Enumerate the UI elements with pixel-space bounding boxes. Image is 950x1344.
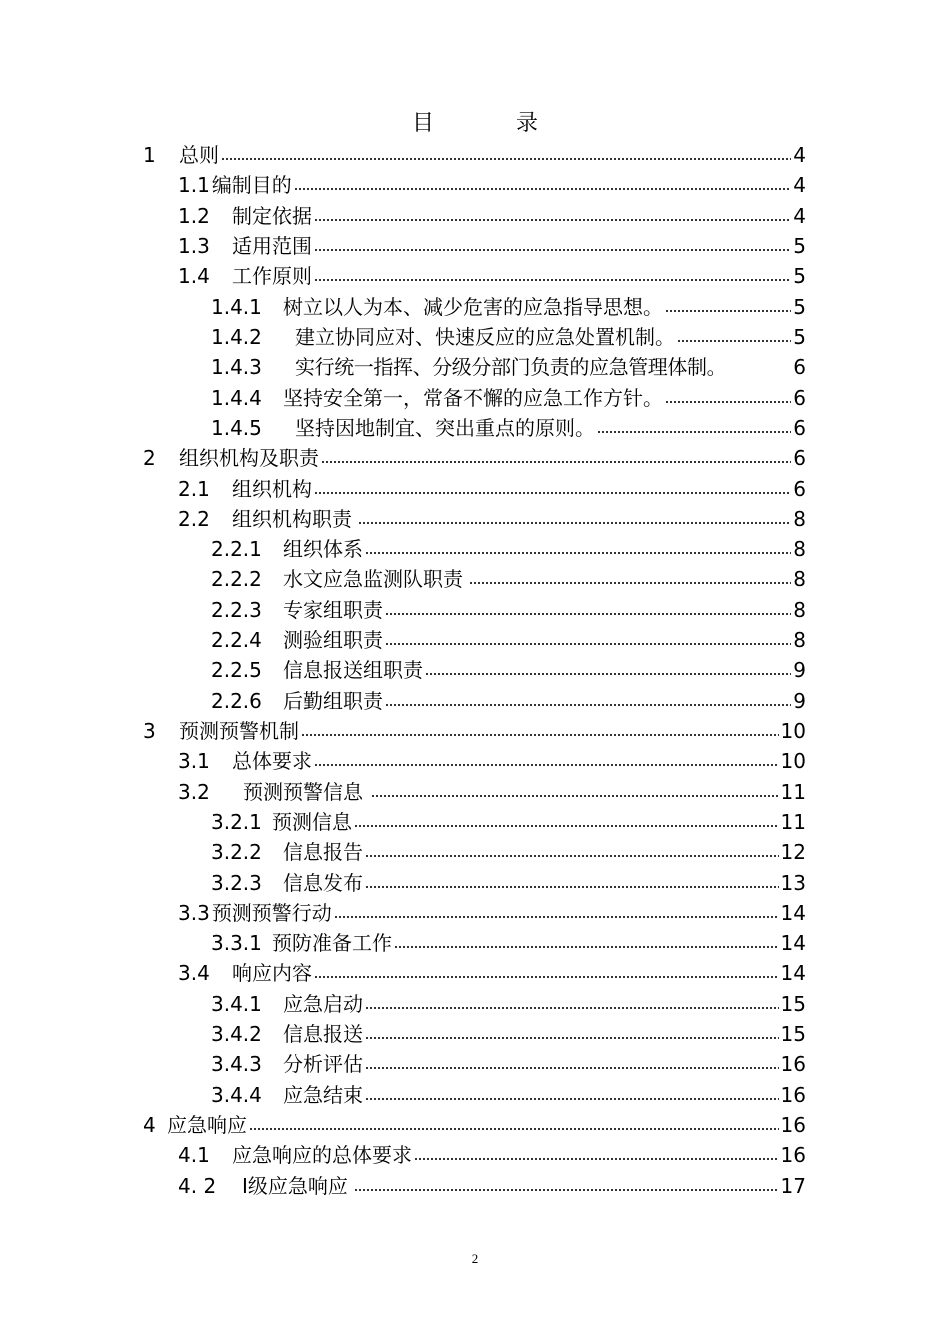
dot-leader	[221, 157, 791, 161]
toc-entry[interactable]	[178, 259, 806, 289]
toc-entry-page: 8	[793, 507, 806, 531]
toc-entry[interactable]	[178, 502, 806, 532]
toc-entry-text: 组织机构职责	[232, 507, 352, 531]
toc-entry-number: 2	[143, 446, 156, 470]
toc-entry-page: 12	[780, 840, 806, 864]
toc-entry-page: 6	[793, 416, 806, 440]
toc-entry-text: 建立协同应对、快速反应的应急处置机制。	[295, 325, 675, 349]
toc-entry-number: 4. 2	[178, 1174, 217, 1198]
dot-leader	[334, 915, 779, 919]
toc-entry-text: 工作原则	[232, 264, 312, 288]
dot-leader	[314, 491, 791, 495]
toc-entry-page: 6	[793, 446, 806, 470]
toc-entry-text: 预测预警机制	[179, 719, 299, 743]
toc-entry[interactable]	[211, 290, 806, 320]
dot-leader	[314, 218, 791, 222]
toc-entry-text: 预测信息	[272, 810, 352, 834]
toc-entry-text: 应急结束	[283, 1083, 363, 1107]
toc-entry-page: 6	[793, 355, 806, 379]
toc-entry-number: 3.3.1	[211, 931, 262, 955]
toc-entry-number: 1.2	[178, 204, 210, 228]
toc-entry-text: 编制目的	[211, 173, 292, 197]
toc-entry-number: 3.2.2	[211, 840, 262, 864]
toc-entry-page: 14	[780, 901, 806, 925]
dot-leader	[249, 1127, 779, 1131]
dot-leader	[314, 278, 791, 282]
toc-entry-number: 3.3	[178, 901, 210, 925]
toc-entry-page: 16	[780, 1113, 806, 1137]
toc-entry-page: 5	[793, 264, 806, 288]
toc-entry-page: 16	[780, 1143, 806, 1167]
toc-entry-text: 组织体系	[283, 537, 363, 561]
dot-leader	[394, 945, 779, 949]
toc-entry-number: 1.4.4	[211, 386, 262, 410]
toc-entry[interactable]	[143, 138, 806, 168]
toc-entry[interactable]	[211, 684, 806, 714]
toc-entry-text: 坚持安全第一，常备不懈的应急工作方针。	[283, 386, 663, 410]
toc-entry-text: 预防准备工作	[272, 931, 392, 955]
toc-entry[interactable]	[211, 381, 806, 411]
toc-entry-number: 1.4.5	[211, 416, 262, 440]
toc-entry[interactable]	[211, 987, 806, 1017]
toc-entry[interactable]	[178, 229, 806, 259]
toc-entry-text: 预测预警行动	[211, 901, 332, 925]
toc-entry-number: 1.4.1	[211, 295, 262, 319]
toc-entry-number: 3.2.1	[211, 810, 262, 834]
toc-entry-text: 应急启动	[283, 992, 363, 1016]
toc-entry-text: 响应内容	[232, 961, 312, 985]
toc-entry[interactable]	[211, 835, 806, 865]
toc-entry[interactable]	[211, 593, 806, 623]
toc-entry-text: 分析评估	[283, 1052, 363, 1076]
toc-entry[interactable]	[178, 744, 806, 774]
toc-title-char-2: 录	[516, 111, 539, 136]
toc-entry-number: 2.2.1	[211, 537, 262, 561]
toc-entry[interactable]	[178, 168, 806, 198]
toc-entry-number: 2.2.6	[211, 689, 262, 713]
toc-entry-page: 8	[793, 628, 806, 652]
toc-entry-text: 应急响应	[167, 1113, 247, 1137]
toc-entry-text: 树立以人为本、减少危害的应急指导思想。	[283, 295, 663, 319]
toc-entry[interactable]	[178, 1138, 806, 1168]
toc-entry[interactable]	[143, 1108, 806, 1138]
toc-entry-number: 3.4.1	[211, 992, 262, 1016]
toc-entry-number: 1	[143, 143, 156, 167]
dot-leader	[354, 824, 779, 828]
toc-entry-page: 6	[793, 386, 806, 410]
dot-leader	[425, 672, 791, 676]
toc-entry-page: 10	[780, 749, 806, 773]
toc-entry[interactable]	[143, 441, 806, 471]
toc-entry-text: 专家组职责	[283, 598, 383, 622]
toc-entry-page: 4	[793, 204, 806, 228]
toc-entry-text: 适用范围	[232, 234, 312, 258]
toc-entry-number: 2.2.4	[211, 628, 262, 652]
toc-entry-page: 8	[793, 598, 806, 622]
dot-leader	[665, 400, 791, 404]
toc-entry-page: 15	[780, 992, 806, 1016]
dot-leader	[371, 794, 779, 798]
toc-entry-page: 10	[780, 719, 806, 743]
toc-entry-page: 4	[793, 143, 806, 167]
toc-entry[interactable]	[143, 714, 806, 744]
toc-entry[interactable]	[178, 775, 806, 805]
dot-leader	[358, 521, 791, 525]
toc-entry-text: 后勤组职责	[283, 689, 383, 713]
toc-entry-page: 8	[793, 567, 806, 591]
toc-entry[interactable]	[211, 653, 806, 683]
toc-entry-number: 3.4	[178, 961, 210, 985]
toc-entry[interactable]	[211, 623, 806, 653]
toc-title	[0, 106, 950, 137]
toc-entry[interactable]	[211, 1017, 806, 1047]
toc-entry[interactable]	[211, 320, 806, 350]
toc-entry-number: 4.1	[178, 1143, 210, 1167]
toc-entry-page: 5	[793, 325, 806, 349]
toc-entry-text: 组织机构	[232, 477, 312, 501]
toc-entry-number: 3	[143, 719, 156, 743]
toc-entry[interactable]	[178, 896, 806, 926]
dot-leader	[314, 975, 779, 979]
toc-entry-text: 测验组职责	[283, 628, 383, 652]
toc-title-char-1: 目	[411, 111, 434, 136]
toc-entry-page: 11	[780, 780, 806, 804]
toc-entry-text: 应急响应的总体要求	[232, 1143, 412, 1167]
toc-entry-text: Ⅰ级应急响应	[242, 1174, 348, 1198]
toc-entry-number: 1.4.2	[211, 325, 262, 349]
toc-entry[interactable]	[211, 1078, 806, 1108]
toc-entry-page: 15	[780, 1022, 806, 1046]
dot-leader	[321, 460, 791, 464]
toc-entry-page: 14	[780, 961, 806, 985]
toc-entry-text: 预测预警信息	[243, 780, 363, 804]
dot-leader	[354, 1188, 779, 1192]
dot-leader	[365, 1006, 779, 1010]
toc-entry[interactable]	[211, 562, 806, 592]
toc-entry-number: 3.2	[178, 780, 210, 804]
dot-leader	[365, 1097, 779, 1101]
toc-entry-text: 组织机构及职责	[179, 446, 319, 470]
toc-entry[interactable]	[211, 1047, 806, 1077]
toc-entry-page: 16	[780, 1052, 806, 1076]
toc-entry-text: 制定依据	[232, 204, 312, 228]
dot-leader	[314, 248, 791, 252]
toc-entry[interactable]	[178, 472, 806, 502]
toc-entry-number: 3.4.3	[211, 1052, 262, 1076]
toc-entry-page: 5	[793, 234, 806, 258]
toc-entry-text: 总体要求	[232, 749, 312, 773]
toc-entry-number: 3.2.3	[211, 871, 262, 895]
toc-entry-page: 13	[780, 871, 806, 895]
toc-entry-text: 信息报告	[283, 840, 363, 864]
toc-entry-number: 2.1	[178, 477, 210, 501]
toc-entry-number: 3.4.4	[211, 1083, 262, 1107]
dot-leader	[294, 187, 791, 191]
toc-entry[interactable]	[211, 866, 806, 896]
dot-leader	[597, 430, 791, 434]
toc-entry[interactable]	[211, 926, 806, 956]
toc-entry-number: 2.2.5	[211, 658, 262, 682]
toc-entry-text: 实行统一指挥、分级分部门负责的应急管理体制。	[295, 355, 727, 379]
dot-leader	[665, 309, 791, 313]
dot-leader	[365, 551, 791, 555]
dot-leader	[385, 642, 791, 646]
dot-leader	[385, 703, 791, 707]
toc-entry[interactable]	[178, 956, 806, 986]
toc-entry-number: 1.4.3	[211, 355, 262, 379]
toc-entry-text: 坚持因地制宜、突出重点的原则。	[295, 416, 595, 440]
dot-leader	[677, 339, 791, 343]
toc-entry-text: 信息报送	[283, 1022, 363, 1046]
dot-leader	[314, 763, 779, 767]
toc-entry-number: 1.3	[178, 234, 210, 258]
toc-entry-number: 2.2	[178, 507, 210, 531]
toc-entry[interactable]	[178, 1169, 806, 1199]
dot-leader	[385, 612, 791, 616]
toc-entry-page: 5	[793, 295, 806, 319]
toc-entry-number: 4	[143, 1113, 156, 1137]
toc-entry-text: 信息报送组职责	[283, 658, 423, 682]
toc-entry-page: 16	[780, 1083, 806, 1107]
toc-entry-page: 9	[793, 689, 806, 713]
toc-entry-number: 1.4	[178, 264, 210, 288]
toc-entry-page: 6	[793, 477, 806, 501]
dot-leader	[365, 854, 779, 858]
toc-entry-number: 2.2.3	[211, 598, 262, 622]
toc-entry-number: 1.1	[178, 173, 210, 197]
dot-leader	[365, 1036, 779, 1040]
dot-leader	[469, 581, 791, 585]
toc-entry-page: 11	[780, 810, 806, 834]
toc-entry-text: 总则	[179, 143, 219, 167]
toc-entry-page: 8	[793, 537, 806, 561]
toc-entry-text: 水文应急监测队职责	[283, 567, 463, 591]
toc-entry-number: 3.4.2	[211, 1022, 262, 1046]
toc-entry-page: 4	[793, 173, 806, 197]
toc-entry[interactable]	[178, 199, 806, 229]
dot-leader	[365, 1066, 779, 1070]
toc-entry-page: 17	[780, 1174, 806, 1198]
toc-entry[interactable]	[211, 350, 806, 380]
toc-entry-page: 9	[793, 658, 806, 682]
toc-entry[interactable]	[211, 532, 806, 562]
page-number: 2	[471, 1251, 479, 1266]
toc-entry[interactable]	[211, 411, 806, 441]
toc-entry-page: 14	[780, 931, 806, 955]
dot-leader	[414, 1157, 779, 1161]
dot-leader	[301, 733, 779, 737]
toc-entry[interactable]	[211, 805, 806, 835]
dot-leader	[365, 885, 779, 889]
toc-entry-number: 3.1	[178, 749, 210, 773]
toc-entry-text: 信息发布	[283, 871, 363, 895]
toc-entry-number: 2.2.2	[211, 567, 262, 591]
